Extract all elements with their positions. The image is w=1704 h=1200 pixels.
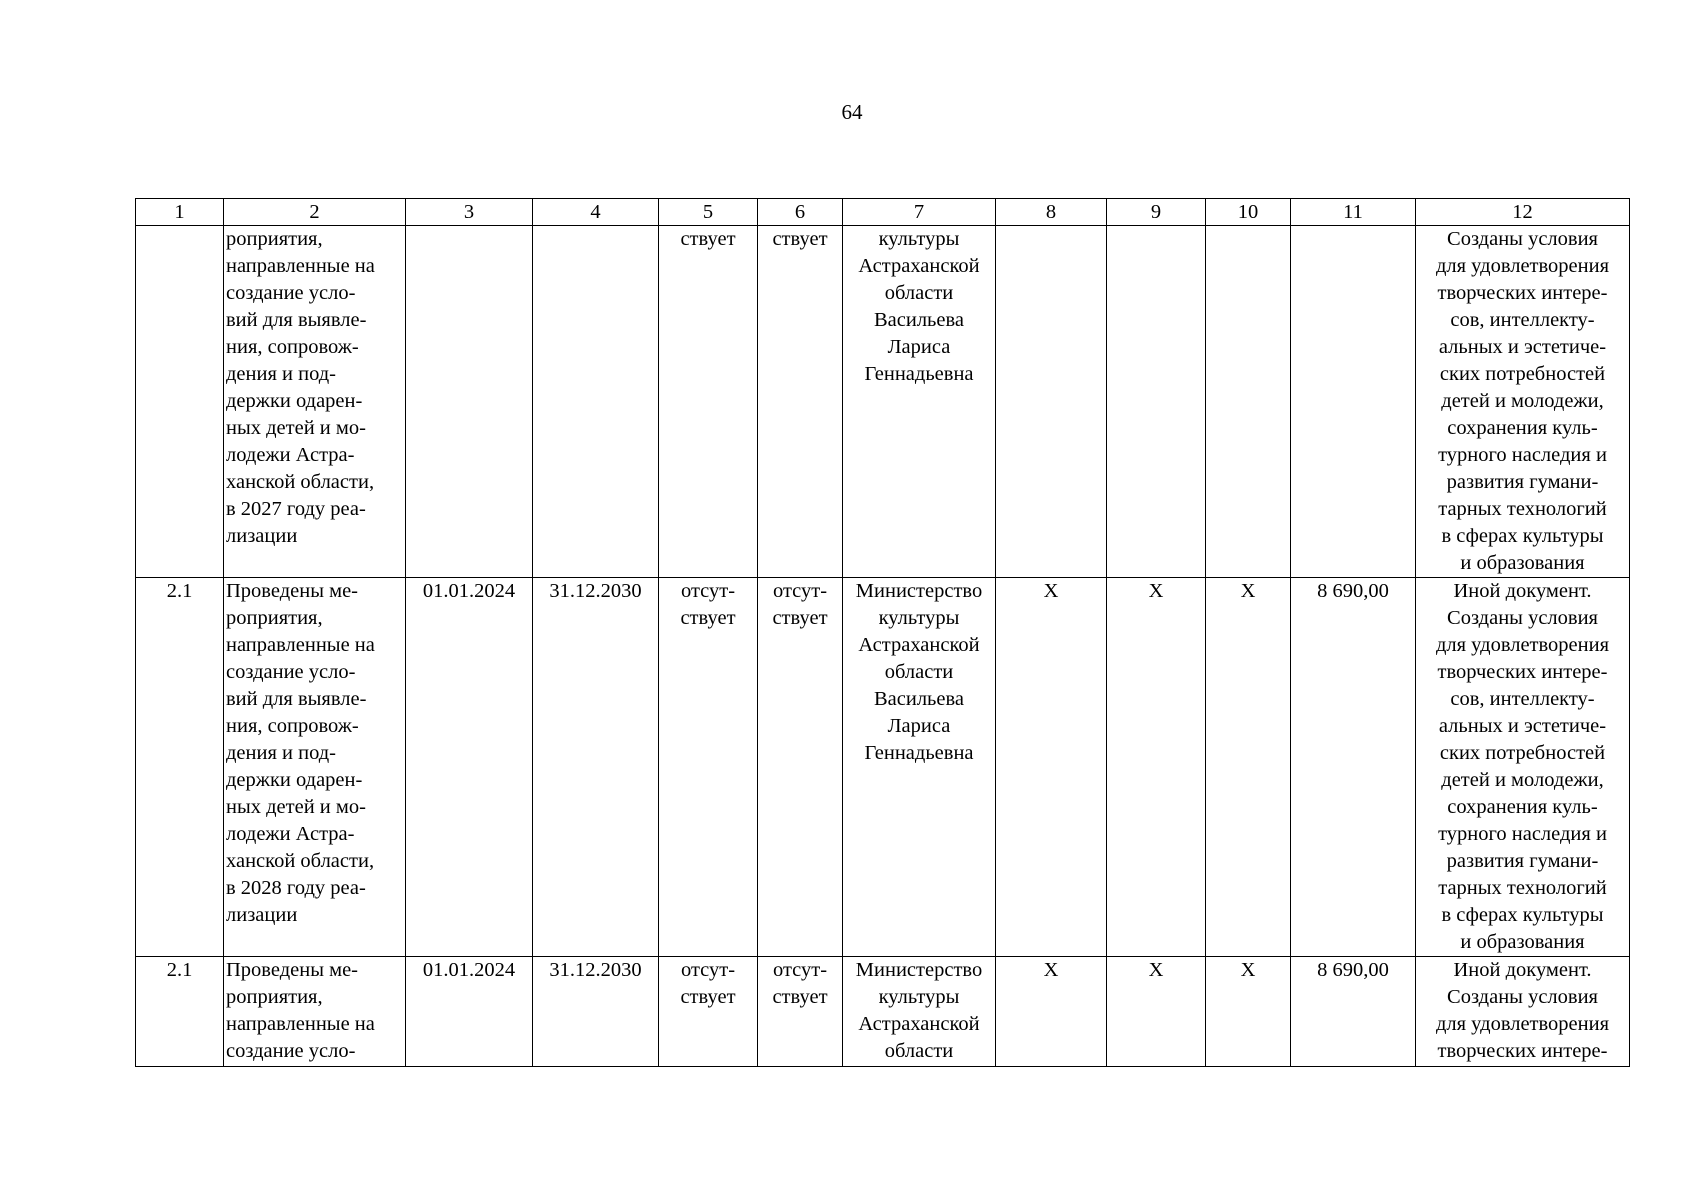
column-8-cell: X bbox=[996, 578, 1107, 957]
table-row bbox=[136, 578, 1630, 957]
document-cell: Иной документ. Созданы условия для удовлетворения творческих интере- сов, интеллекту- альных и эстетиче- ских потребностей детей и молодежи, сохранения куль- турного наследия и развития гумани- тарных технологий в сферах культуры и образования bbox=[1416, 578, 1630, 957]
column-header: 7 bbox=[843, 199, 996, 226]
column-header: 4 bbox=[533, 199, 659, 226]
start-date-cell bbox=[406, 226, 533, 578]
column-5-cell: отсут- ствует bbox=[659, 957, 758, 1067]
start-date-cell: 01.01.2024 bbox=[406, 578, 533, 957]
table-row bbox=[136, 957, 1630, 1067]
column-header: 3 bbox=[406, 199, 533, 226]
column-header: 12 bbox=[1416, 199, 1630, 226]
responsible-cell: культуры Астраханской области Васильева Лариса Геннадьевна bbox=[843, 226, 996, 578]
column-header: 5 bbox=[659, 199, 758, 226]
column-6-cell: ствует bbox=[758, 226, 843, 578]
end-date-cell: 31.12.2030 bbox=[533, 957, 659, 1067]
column-6-cell: отсут- ствует bbox=[758, 578, 843, 957]
table-header-row bbox=[136, 199, 1630, 226]
column-header: 10 bbox=[1206, 199, 1291, 226]
column-header: 11 bbox=[1291, 199, 1416, 226]
amount-cell: 8 690,00 bbox=[1291, 578, 1416, 957]
result-description-cell: Проведены ме- роприятия, направленные на создание усло- вий для выявле- ния, сопровож- дения и под- держки одарен- ных детей и мо- лодежи Астра- ханской области, в 2028 году реа- лизации bbox=[224, 578, 406, 957]
document-cell: Созданы условия для удовлетворения творческих интере- сов, интеллекту- альных и эстетиче- ских потребностей детей и молодежи, сохранения куль- турного наследия и развития гумани- тарных технологий в сферах культуры и образования bbox=[1416, 226, 1630, 578]
column-5-cell: ствует bbox=[659, 226, 758, 578]
responsible-cell: Министерство культуры Астраханской области Васильева Лариса Геннадьевна bbox=[843, 578, 996, 957]
column-10-cell: X bbox=[1206, 957, 1291, 1067]
column-header: 9 bbox=[1107, 199, 1206, 226]
column-8-cell bbox=[996, 226, 1107, 578]
result-description-cell: Проведены ме- роприятия, направленные на создание усло- bbox=[224, 957, 406, 1067]
result-description-cell: роприятия, направленные на создание усло- вий для выявле- ния, сопровож- дения и под- держки одарен- ных детей и мо- лодежи Астра- ханской области, в 2027 году реа- лизации bbox=[224, 226, 406, 578]
column-9-cell: X bbox=[1107, 578, 1206, 957]
end-date-cell: 31.12.2030 bbox=[533, 578, 659, 957]
column-header: 1 bbox=[136, 199, 224, 226]
responsible-cell: Министерство культуры Астраханской области bbox=[843, 957, 996, 1067]
column-6-cell: отсут- ствует bbox=[758, 957, 843, 1067]
column-header: 8 bbox=[996, 199, 1107, 226]
document-cell: Иной документ. Созданы условия для удовлетворения творческих интере- bbox=[1416, 957, 1630, 1067]
amount-cell bbox=[1291, 226, 1416, 578]
end-date-cell bbox=[533, 226, 659, 578]
column-10-cell: X bbox=[1206, 578, 1291, 957]
column-9-cell: X bbox=[1107, 957, 1206, 1067]
page-number: 64 bbox=[841, 100, 863, 124]
row-number-cell bbox=[136, 226, 224, 578]
table-row bbox=[136, 226, 1630, 578]
column-header: 2 bbox=[224, 199, 406, 226]
data-table bbox=[135, 198, 1630, 1067]
start-date-cell: 01.01.2024 bbox=[406, 957, 533, 1067]
column-9-cell bbox=[1107, 226, 1206, 578]
amount-cell: 8 690,00 bbox=[1291, 957, 1416, 1067]
row-number-cell: 2.1 bbox=[136, 578, 224, 957]
column-5-cell: отсут- ствует bbox=[659, 578, 758, 957]
column-10-cell bbox=[1206, 226, 1291, 578]
column-header: 6 bbox=[758, 199, 843, 226]
column-8-cell: X bbox=[996, 957, 1107, 1067]
row-number-cell: 2.1 bbox=[136, 957, 224, 1067]
